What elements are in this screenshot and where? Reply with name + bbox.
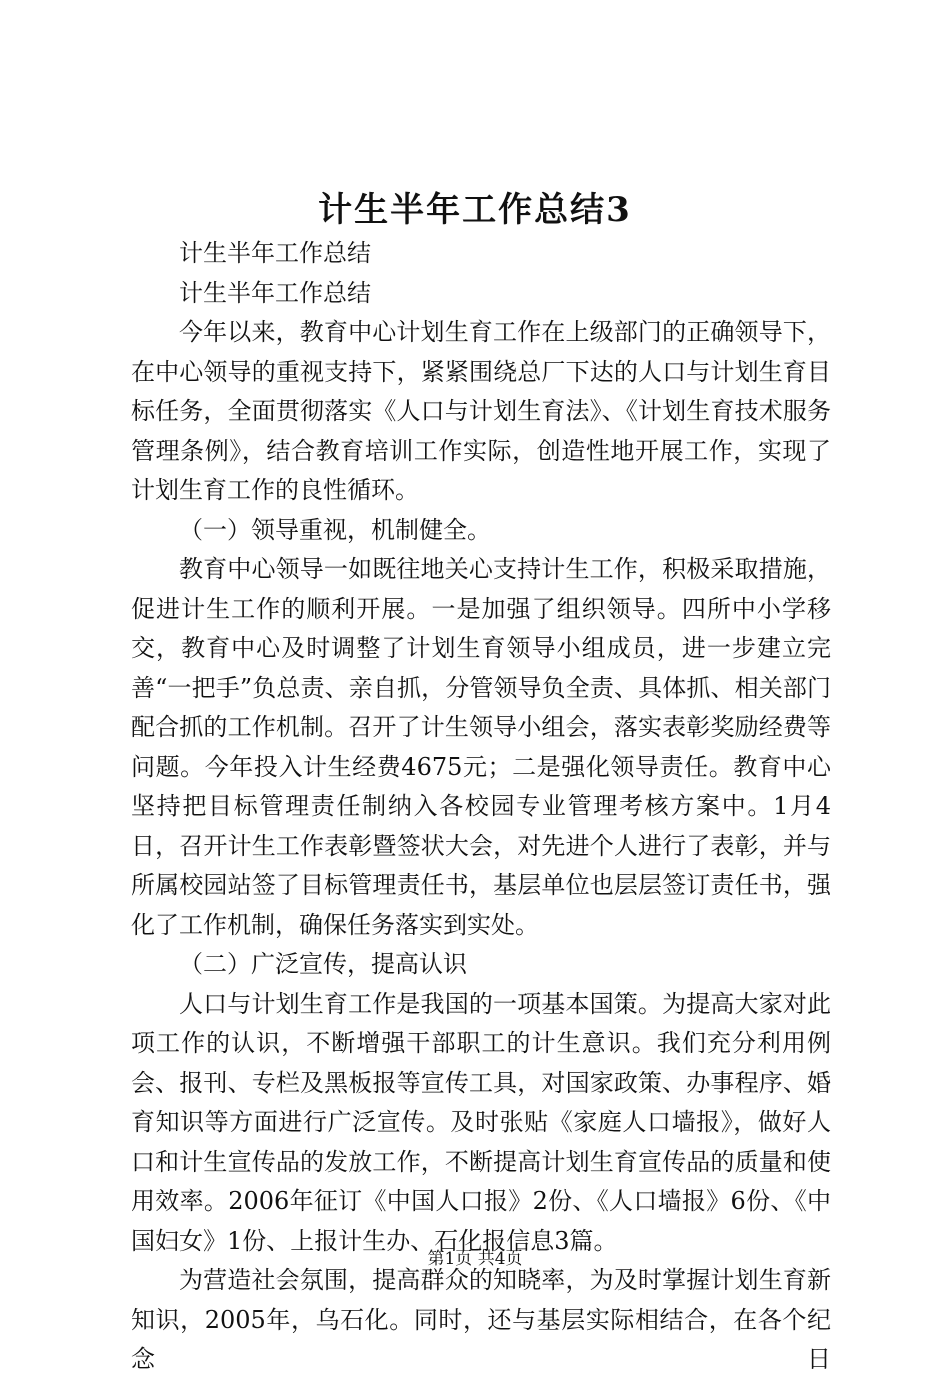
section-heading-2: （二）广泛宣传，提高认识 — [179, 950, 467, 978]
paragraph-intro: 今年以来，教育中心计划生育工作在上级部门的正确领导下，在中心领导的重视支持下，紧紧围绕总厂下达的人口与计划生育目标任务，全面贯彻落实《人口与计划生育法》、《计划生育技术服务管理条例》，结合教育培训工作实际，创造性地开展工作，实现了计划生育工作的良性循环。 — [131, 318, 831, 504]
page-footer: 第1页 共4页 — [427, 1249, 523, 1269]
paragraph-subtitle-2: 计生半年工作总结 — [179, 278, 371, 307]
section-heading-1: （一）领导重视，机制健全。 — [179, 515, 491, 544]
paragraph-section-1: 教育中心领导一如既往地关心支持计生工作，积极采取措施，促进计生工作的顺利开展。一是加强了组织领导。四所中小学移交，教育中心及时调整了计划生育领导小组成员，进一步建立完善“一把手”负总责、亲自抓，分管领导负全责、具体抓、相关部门配合抓的工作机制。召开了计生领导小组会，落实表彰奖励经费等问题。今年投入计生经费4675元；二是强化领导责任。教育中心坚持把目标管理责任制纳入各校园专业管理考核方案中。1月4日，召开计生工作表彰暨签状大会，对先进个人进行了表彰，并与所属校园站签了目标管理责任书，基层单位也层层签订责任书，强化了工作机制，确保任务落实到实处。 — [131, 555, 831, 939]
paragraph-subtitle-1: 计生半年工作总结 — [179, 239, 371, 267]
paragraph-section-2: 人口与计划生育工作是我国的一项基本国策。为提高大家对此项工作的认识，不断增强干部职工的计生意识。我们充分利用例会、报刊、专栏及黑板报等宣传工具，对国家政策、办事程序、婚育知识等方面进行广泛宣传。及时张贴《家庭人口墙报》，做好人口和计生宣传品的发放工作，不断提高计划生育宣传品的质量和使用效率。2006年征订《中国人口报》2份、《人口墙报》6份、《中国妇女》1份、上报计生办、石化报信息3篇。 — [131, 989, 831, 1255]
document-body — [131, 234, 831, 1380]
page-title: 计生半年工作总结3 — [318, 190, 632, 230]
paragraph-section-2-continued: 为营造社会氛围，提高群众的知晓率，为及时掌握计划生育新知识，2005年，乌石化。同时，还与基层实际相结合，在各个纪念日 — [131, 1266, 831, 1373]
